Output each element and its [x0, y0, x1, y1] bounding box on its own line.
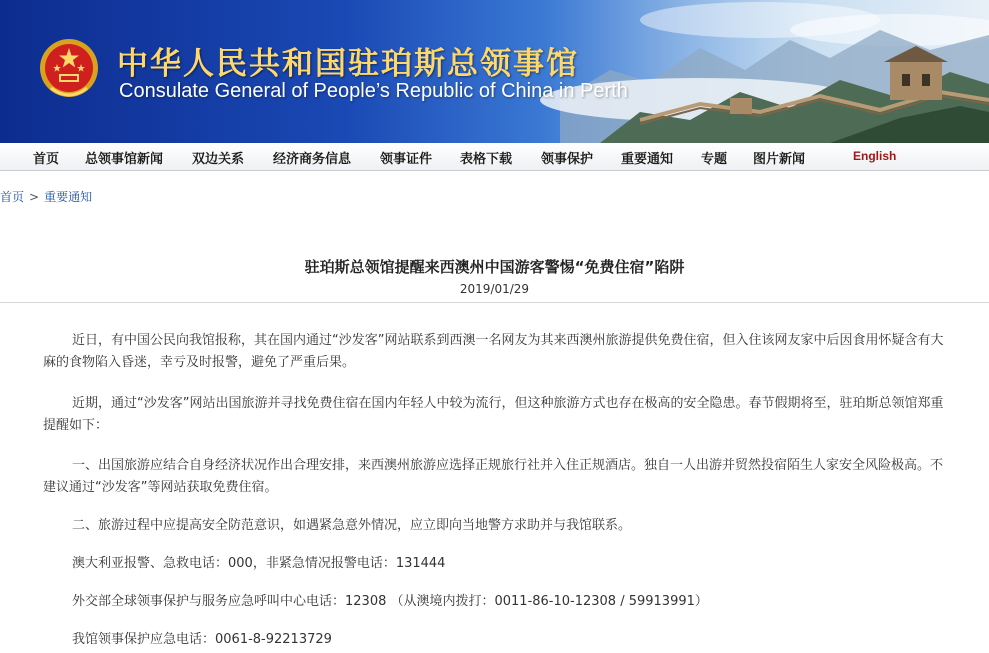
breadcrumb-separator: >: [29, 190, 40, 204]
nav-item-bilateral[interactable]: 双边关系: [192, 152, 245, 167]
site-title-chinese: 中华人民共和国驻珀斯总领事馆: [117, 46, 579, 82]
article-date: 2019/01/29: [459, 282, 530, 296]
nav-item-form-downloads[interactable]: 表格下载: [460, 152, 513, 167]
breadcrumb-current-link[interactable]: 重要通知: [44, 190, 93, 204]
nav-item-home[interactable]: 首页: [33, 152, 60, 167]
main-nav: [0, 143, 989, 171]
emergency-phone-mfa: 外交部全球领事保护与服务应急呼叫中心电话：12308 （从澳境内拨打：0011-86-10-12308 / 59913991）: [72, 594, 708, 609]
site-title-english: Consulate General of People’s Republic of China in Perth: [119, 80, 628, 102]
article-paragraph: 近期，通过“沙发客”网站出国旅游并寻找免费住宿在国内年轻人中较为流行，但这种旅游方式也存在极高的安全隐患。春节假期将至，驻珀斯总领馆郑重提醒如下：: [43, 396, 944, 433]
national-emblem-icon: [37, 36, 101, 102]
article-paragraph: 一、出国旅游应结合自身经济状况作出合理安排，来西澳州旅游应选择正规旅行社并入住正规酒店。独自一人出游并贸然投宿陌生人家安全风险极高。不建议通过“沙发客”等网站获取免费住宿。: [43, 458, 944, 495]
emergency-phone-australia: 澳大利亚报警、急救电话：000，非紧急情况报警电话：131444: [72, 556, 446, 571]
nav-item-topics[interactable]: 专题: [701, 152, 728, 167]
emergency-phone-consulate: 我馆领事保护应急电话：0061-8-92213729: [72, 632, 332, 647]
nav-item-economic[interactable]: 经济商务信息: [273, 152, 352, 167]
nav-item-notices[interactable]: 重要通知: [621, 152, 674, 167]
breadcrumb: [0, 188, 92, 205]
nav-item-english[interactable]: English: [853, 149, 897, 163]
article-title: 驻珀斯总领馆提醒来西澳州中国游客警惕“免费住宿”陷阱: [304, 258, 685, 276]
nav-item-photo-news[interactable]: 图片新闻: [753, 152, 806, 167]
title-divider: [0, 302, 989, 303]
article-paragraph: 近日，有中国公民向我馆报称，其在国内通过“沙发客”网站联系到西澳一名网友为其来西澳州旅游提供免费住宿，但入住该网友家中后因食用怀疑含有大麻的食物陷入昏迷，幸亏及时报警，避免了严重后果。: [43, 333, 944, 370]
site-banner: [0, 0, 989, 143]
nav-item-consular-docs[interactable]: 领事证件: [380, 152, 433, 167]
nav-item-consular-protection[interactable]: 领事保护: [541, 152, 594, 167]
breadcrumb-home-link[interactable]: 首页: [0, 190, 25, 204]
nav-item-consulate-news[interactable]: 总领事馆新闻: [85, 152, 164, 167]
article-paragraph: 二、旅游过程中应提高安全防范意识，如遇紧急意外情况，应立即向当地警方求助并与我馆联系。: [72, 518, 632, 533]
